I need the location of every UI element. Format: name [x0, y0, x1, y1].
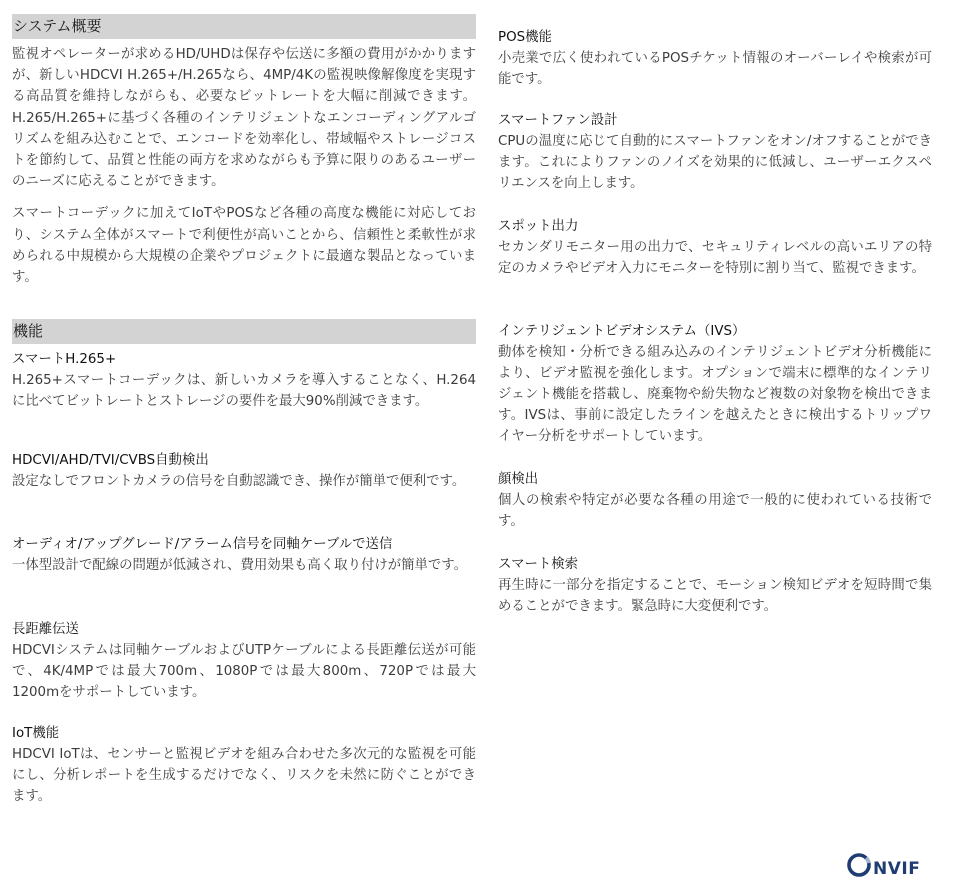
feature-title: IoT機能 [12, 726, 60, 741]
feature-title: スポット出力 [498, 219, 579, 234]
feature-title: インテリジェントビデオシステム（IVS） [498, 324, 746, 339]
overview-paragraph-1: 監視オペレーターが求めるHD/UHDは保存や伝送に多額の費用がかかりますが、新しいHDCVI H.265+/H.265なら、4MP/4Kの監視映像解像度を実現する高品質を維持しながらも、必要なビットレートを大幅に削減できます。H.265/H.265+に基づく各種のインテリジェントなエンコーディングアルゴリズムを組み込むことで、エンコードを効率化し、帯域幅やストレージコストを節約して、品質と性能の両方を求めながらも予算に限りのあるユーザーのニーズに応えることができます。 [12, 47, 476, 190]
feature-item [12, 619, 476, 703]
feature-description: 一体型設計で配線の問題が低減され、費用効果も高く取り付けが簡単です。 [12, 558, 468, 573]
overview-paragraph-2: スマートコーデックに加えてIoTやPOSなど各種の高度な機能に対応しており、システム全体がスマートで利便性が高いことから、信頼性と柔軟性が求められる中規模から大規模の企業やプロジェクトに最適な製品となっています。 [12, 206, 476, 286]
features-heading: 機能 [12, 319, 476, 344]
feature-item [12, 534, 476, 576]
feature-title: スマート検索 [498, 557, 579, 572]
feature-item [498, 321, 932, 447]
feature-description: HDCVIシステムは同軸ケーブルおよびUTPケーブルによる長距離伝送が可能で、4K/4MPでは最大700m、1080Pでは最大800m、720Pでは最大1200mをサポートしています。 [12, 643, 476, 700]
feature-item [12, 450, 476, 492]
feature-description: 小売業で広く使われているPOSチケット情報のオーバーレイや検索が可能です。 [498, 51, 932, 87]
feature-item [498, 554, 932, 617]
feature-title: HDCVI/AHD/TVI/CVBS自動検出 [12, 453, 209, 468]
feature-item [12, 723, 476, 807]
feature-title: POS機能 [498, 30, 552, 45]
feature-description: 動体を検知・分析できる組み込みのインテリジェントビデオ分析機能により、ビデオ監視を強化します。オプションで端末に標準的なインテリジェント機能を搭載し、廃棄物や紛失物など複数の対象物を検出できます。IVSは、事前に設定したラインを越えたときに検出するトリップワイヤー分析をサポートしています。 [498, 345, 932, 444]
feature-title: 顔検出 [498, 472, 539, 487]
feature-item [498, 110, 932, 194]
features-section [12, 319, 476, 344]
overview-heading: システム概要 [12, 14, 476, 39]
overview-section [12, 14, 476, 288]
feature-title: スマートH.265+ [12, 352, 117, 367]
feature-title: オーディオ/アップグレード/アラーム信号を同軸ケーブルで送信 [12, 537, 393, 552]
feature-title: スマートファン設計 [498, 113, 618, 128]
feature-description: 個人の検索や特定が必要な各種の用途で一般的に使われている技術です。 [498, 493, 932, 529]
feature-title: 長距離伝送 [12, 622, 79, 637]
feature-item [498, 27, 932, 90]
svg-text:NVIF: NVIF [873, 859, 921, 879]
feature-description: セカンダリモニター用の出力で、セキュリティレベルの高いエリアの特定のカメラやビデオ入力にモニターを特別に割り当て、監視できます。 [498, 240, 932, 276]
feature-item [12, 349, 476, 412]
feature-description: 設定なしでフロントカメラの信号を自動認識でき、操作が簡単で便利です。 [12, 474, 466, 489]
feature-description: H.265+スマートコーデックは、新しいカメラを導入することなく、H.264に比べてビットレートとストレージの要件を最大90%削減できます。 [12, 373, 476, 409]
onvif-logo [846, 850, 930, 880]
feature-description: HDCVI IoTは、センサーと監視ビデオを組み合わせた多次元的な監視を可能にし、分析レポートを生成するだけでなく、リスクを未然に防ぐことができます。 [12, 747, 476, 804]
feature-description: 再生時に一部分を指定することで、モーション検知ビデオを短時間で集めることができます。緊急時に大変便利です。 [498, 578, 932, 614]
feature-item [498, 469, 932, 532]
feature-item [498, 216, 932, 279]
feature-description: CPUの温度に応じて自動的にスマートファンをオン/オフすることができます。これによりファンのノイズを効果的に低減し、ユーザーエクスペリエンスを向上します。 [498, 134, 932, 191]
